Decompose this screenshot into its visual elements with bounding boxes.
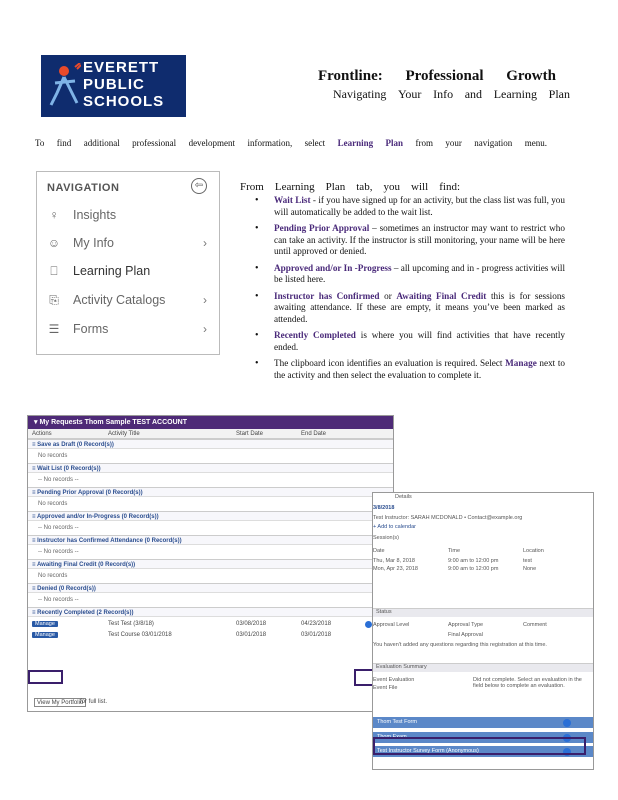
empty-records: -- No records -- bbox=[38, 525, 79, 531]
nav-item-activity-catalogs[interactable] bbox=[47, 289, 213, 311]
clipboard-icon: ⎘ bbox=[49, 293, 59, 307]
table-row bbox=[28, 619, 393, 630]
section-approved-in-progress[interactable]: ≡ Approved and/or In-Progress (0 Record(s)) bbox=[28, 511, 393, 521]
form-icon: ☰ bbox=[48, 322, 60, 336]
nav-item-label: Learning Plan bbox=[73, 264, 151, 278]
section-recently-completed[interactable]: ≡ Recently Completed (2 Record(s)) bbox=[28, 607, 393, 617]
nav-item-label: Activity Catalogs bbox=[73, 293, 166, 307]
bullet-wait-list: • Wait List - if you have signed up for an activity, but the class list was full, you will automatically be added to the wait list. bbox=[255, 195, 565, 218]
badge-icon: ⎕ bbox=[50, 264, 58, 278]
row-end: 04/23/2018 bbox=[301, 621, 332, 627]
summary-label: Event File bbox=[373, 685, 398, 691]
summary-label: Event Evaluation bbox=[373, 677, 415, 683]
logo-text: EVERETT PUBLIC SCHOOLS bbox=[83, 59, 165, 110]
learning-plan-heading: From Learning Plan tab, you will find: bbox=[240, 181, 460, 193]
my-requests-panel bbox=[27, 415, 394, 712]
eval-row[interactable]: Thom Test Form bbox=[373, 717, 593, 728]
status-bar: Status bbox=[373, 608, 593, 617]
activity-detail-panel bbox=[372, 492, 594, 770]
bullet-pending-approval: • Pending Prior Approval – sometimes an instructor may want to restrict who can take an activity. If the instructor is still monitoring, your name will be here until approved or denied. bbox=[255, 223, 565, 258]
empty-records: No records bbox=[38, 501, 68, 507]
section-instructor-confirmed[interactable]: ≡ Instructor has Confirmed Attendance (0 Record(s)) bbox=[28, 535, 393, 545]
bullet-instructor-confirmed: • Instructor has Confirmed or Awaiting Final Credit this is for sessions awaiting attendance. If these are empty, it means you’ve been marked as attended. bbox=[255, 291, 565, 326]
manage-button[interactable]: Manage bbox=[32, 632, 58, 638]
status-columns: Approval Level Approval Type Comment bbox=[373, 622, 547, 628]
navigation-panel bbox=[36, 171, 220, 355]
row-start: 03/01/2018 bbox=[236, 632, 267, 638]
row-start: 03/08/2018 bbox=[236, 621, 267, 627]
nav-item-learning-plan[interactable] bbox=[47, 260, 213, 282]
navigation-heading: NAVIGATION bbox=[47, 182, 120, 194]
intro-paragraph: To find additional professional development information, select Learning Plan from your navigation menu. bbox=[35, 138, 547, 148]
col-end-date: End Date bbox=[301, 431, 327, 437]
section-pending-prior-approval[interactable]: ≡ Pending Prior Approval (0 Record(s)) bbox=[28, 487, 393, 497]
detail-date: 3/8/2018 bbox=[373, 505, 395, 511]
bullet-clipboard-evaluation: • The clipboard icon identifies an evaluation is required. Select Manage next to the activity and then select the evaluation to complete it. bbox=[255, 358, 565, 381]
row-title: Test Course 03/01/2018 bbox=[108, 632, 172, 638]
chevron-right-icon: › bbox=[203, 293, 207, 307]
bullet-recently-completed: • Recently Completed is where you will find activities that have recently ended. bbox=[255, 330, 565, 353]
summary-text: Did not complete. Select an evaluation in the field below to complete an evaluation. bbox=[473, 677, 582, 689]
chevron-right-icon: › bbox=[203, 236, 207, 250]
empty-records: -- No records -- bbox=[38, 597, 79, 603]
section-awaiting-final-credit[interactable]: ≡ Awaiting Final Credit (0 Record(s)) bbox=[28, 559, 393, 569]
table-row bbox=[28, 630, 393, 641]
empty-records: -- No records -- bbox=[38, 477, 79, 483]
section-save-as-draft[interactable]: ≡ Save as Draft (0 Record(s)) bbox=[28, 439, 393, 449]
person-icon: ☺ bbox=[47, 236, 61, 250]
nav-item-label: My Info bbox=[73, 236, 114, 250]
view-all-suffix: for full list. bbox=[80, 699, 108, 705]
globe-icon[interactable] bbox=[563, 719, 571, 727]
section-wait-list[interactable]: ≡ Wait List (0 Record(s)) bbox=[28, 463, 393, 473]
empty-records: No records bbox=[38, 453, 68, 459]
nav-item-forms[interactable] bbox=[47, 318, 213, 340]
collapse-arrow-icon[interactable]: ⇦ bbox=[191, 178, 207, 194]
nav-item-label: Insights bbox=[73, 208, 117, 222]
col-start-date: Start Date bbox=[236, 431, 264, 437]
nav-item-insights[interactable] bbox=[47, 204, 213, 226]
everett-public-schools-logo bbox=[41, 55, 186, 117]
add-to-calendar-link[interactable]: + Add to calendar bbox=[373, 524, 416, 530]
empty-records: No records bbox=[38, 573, 68, 579]
row-title: Test Test (3/8/18) bbox=[108, 621, 154, 627]
chevron-right-icon: › bbox=[203, 322, 207, 336]
eval-row[interactable]: Thom Exam bbox=[373, 732, 593, 743]
lightbulb-icon: ♀ bbox=[49, 208, 59, 222]
schedule-row: Mon, Apr 23, 2018 9:00 am to 12:00 pm None bbox=[373, 566, 537, 572]
my-requests-title[interactable]: ▾ My Requests Thom Sample TEST ACCOUNT bbox=[28, 416, 393, 429]
manage-button[interactable]: Manage bbox=[32, 621, 58, 627]
detail-heading: Details bbox=[395, 494, 412, 500]
document-subtitle: Navigating Your Info and Learning Plan bbox=[333, 87, 570, 101]
nav-item-label: Forms bbox=[73, 322, 109, 336]
col-activity-title: Activity Title bbox=[108, 431, 140, 437]
status-value: Final Approval bbox=[448, 632, 483, 638]
section-denied[interactable]: ≡ Denied (0 Record(s)) bbox=[28, 583, 393, 593]
evaluation-highlight-box bbox=[373, 737, 586, 755]
nav-item-my-info[interactable] bbox=[47, 232, 213, 254]
eval-row[interactable]: Test Instructor Survey Form (Anonymous) bbox=[373, 746, 593, 757]
bullet-approved-in-progress: • Approved and/or In -Progress – all upcoming and in - progress activities will be listed here. bbox=[255, 263, 565, 286]
evaluation-summary-bar: Evaluation Summary bbox=[373, 663, 593, 672]
requests-column-headers bbox=[28, 429, 393, 439]
status-note: You haven't added any questions regarding this registration at this time. bbox=[373, 642, 547, 648]
runner-figure-icon bbox=[47, 63, 81, 109]
detail-instructor: Test Instructor: SARAH MCDONALD • Contact@example.org bbox=[373, 515, 523, 521]
learning-plan-bullets bbox=[255, 195, 565, 386]
col-actions: Actions bbox=[32, 431, 52, 437]
sessions-label: Session(s) bbox=[373, 535, 399, 541]
schedule-row: Thu, Mar 8, 2018 9:00 am to 12:00 pm test bbox=[373, 558, 532, 564]
manage-highlight-box bbox=[28, 670, 63, 684]
document-title: Frontline: Professional Growth bbox=[318, 68, 556, 84]
schedule-header: Date Time Location bbox=[373, 548, 544, 554]
empty-records: -- No records -- bbox=[38, 549, 79, 555]
row-end: 03/01/2018 bbox=[301, 632, 332, 638]
view-my-portfolio-button[interactable]: View My Portfolio bbox=[34, 698, 86, 707]
info-icon[interactable] bbox=[365, 621, 372, 628]
